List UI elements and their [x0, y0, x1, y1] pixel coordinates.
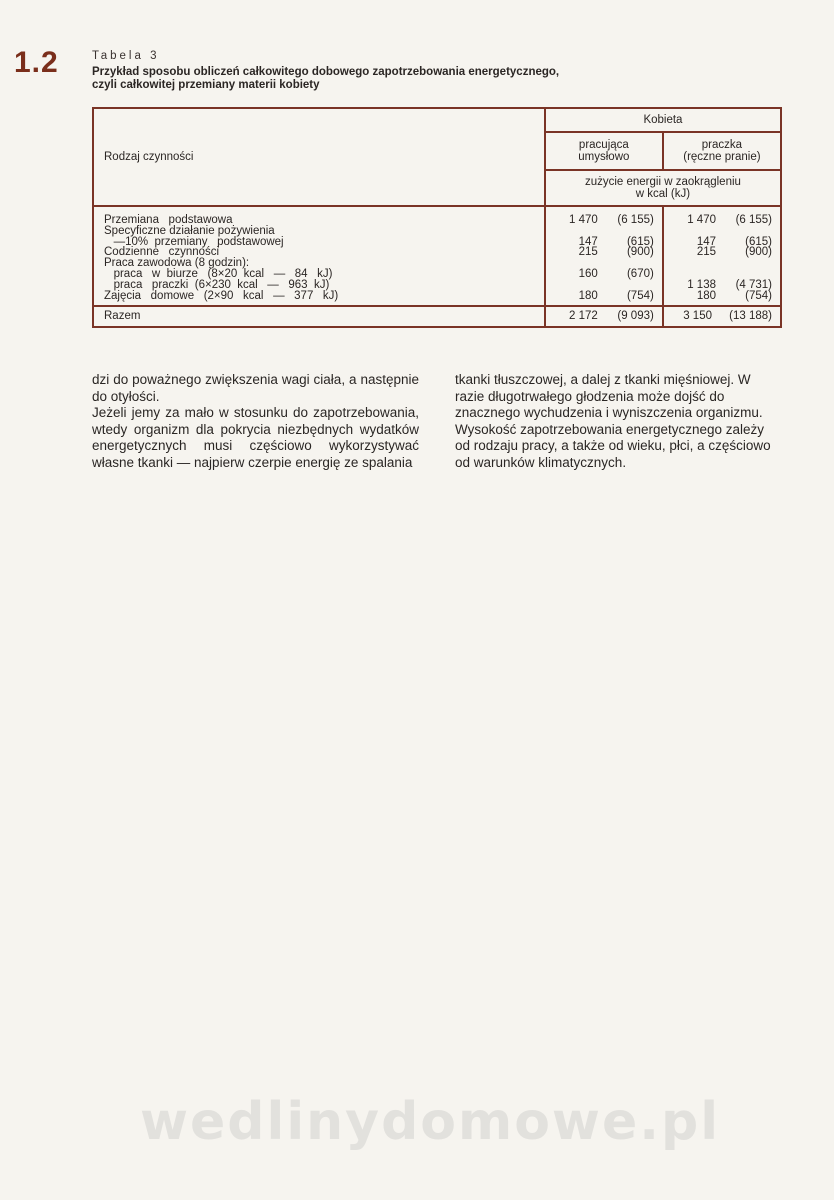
table-label: Tabela 3: [92, 50, 160, 62]
col2-value-row: [664, 268, 772, 279]
activity-row: Codzienne czynności: [104, 246, 220, 259]
col2-value-row: [664, 257, 772, 268]
total-col2: [663, 306, 781, 327]
activity-row: Zajęcia domowe (2×90 kcal — 377 kJ): [104, 289, 339, 302]
activity-row: praca w biurze (8×20 kcal — 84 kJ): [104, 267, 333, 280]
table-title-line-2: czyli całkowitej przemiany materii kobiety: [92, 79, 320, 91]
col2-kj: [716, 268, 772, 279]
left-paragraph-1: dzi do poważnego zwiększenia wagi ciała, a następnie do otyłości.: [92, 372, 419, 404]
right-column: [455, 372, 782, 472]
activity-row: Przemiana podstawowa: [104, 214, 233, 226]
col1-kj: (670): [626, 267, 654, 280]
col2-kcal: [682, 257, 716, 268]
activity-row: Praca zawodowa (8 godzin):: [104, 257, 250, 270]
col2-kcal: 147: [696, 235, 716, 248]
col2-header-line-1: praczka: [701, 138, 743, 151]
col2-kj: [716, 225, 772, 236]
right-paragraph-2: Wysokość zapotrzebowania energetycznego zależy od rodzaju pracy, a także od wieku, płci, a częściowo od warunków klimatycznych.: [455, 421, 771, 470]
col2-kj: (6 155): [735, 214, 772, 226]
col1-value-row: [546, 214, 654, 225]
col1-values: [545, 206, 663, 306]
group-header: Kobieta: [545, 108, 781, 132]
col2-value-row: [664, 236, 772, 247]
col1-kcal: 147: [578, 235, 598, 248]
col2-kcal: 1 138: [687, 278, 716, 291]
col2-kcal: 215: [696, 246, 716, 259]
col2-value-row: [664, 214, 772, 225]
total-col2-kj: (13 188): [729, 310, 772, 323]
col1-value-row: [546, 225, 654, 236]
col2-kj: (754): [745, 289, 772, 302]
col1-value-row: [546, 279, 654, 290]
body-text: [92, 372, 782, 472]
col1-kcal: [564, 279, 598, 290]
col1-header-line-1: pracująca: [578, 138, 629, 151]
col1-value-row: [546, 290, 654, 301]
activity-row: praca praczki (6×230 kcal — 963 kJ): [104, 278, 330, 291]
energy-table: [92, 107, 782, 328]
total-col2-kcal: 3 150: [683, 310, 712, 323]
total-col1-kj: (9 093): [617, 310, 654, 323]
col1-kj: (6 155): [617, 214, 654, 226]
col2-value-row: [664, 290, 772, 301]
col1-header: [545, 132, 663, 170]
total-col1-kcal: 2 172: [569, 310, 598, 323]
col1-kcal: [564, 257, 598, 268]
unit-header: [545, 170, 781, 206]
col2-values: [663, 206, 781, 306]
col1-value-row: [546, 268, 654, 279]
col1-value-row: [546, 236, 654, 247]
col1-kj: (615): [626, 235, 654, 248]
col2-kcal: [682, 268, 716, 279]
right-paragraph-1: tkanki tłuszczowej, a dalej z tkanki mięśniowej. W razie długotrwałego głodzenia może dojść do znacznego wychudzenia i wyniszczenia organizmu.: [455, 372, 763, 421]
col2-value-row: [664, 279, 772, 290]
col2-value-row: [664, 246, 772, 257]
col1-kj: (900): [626, 246, 654, 259]
col2-kj: (900): [745, 246, 772, 259]
total-label: Razem: [93, 306, 545, 327]
col2-header-line-2: (ręczne pranie): [683, 151, 761, 163]
col1-kcal: 180: [578, 289, 598, 302]
table-title-line-1: Przykład sposobu obliczeń całkowitego dobowego zapotrzebowania energetycznego,: [92, 66, 560, 78]
left-column: [92, 372, 419, 472]
total-col1: [545, 306, 663, 327]
col2-value-row: [664, 225, 772, 236]
activity-list: [93, 206, 545, 306]
activity-header: Rodzaj czynności: [93, 108, 545, 206]
col1-kj: (754): [626, 289, 654, 302]
col1-kcal: 1 470: [569, 214, 598, 226]
col2-kcal: 180: [696, 289, 716, 302]
col1-kcal: [564, 225, 598, 236]
section-number: 1.2: [14, 46, 59, 79]
col2-kcal: 1 470: [687, 214, 716, 226]
activity-row: Specyficzne działanie pożywienia: [104, 224, 275, 237]
col1-kj: [598, 279, 654, 290]
col1-value-row: [546, 246, 654, 257]
watermark: wedlinydomowe.pl: [139, 1092, 721, 1152]
col2-kj: (615): [745, 235, 772, 248]
unit-header-line-1: zużycie energii w zaokrągleniu: [584, 175, 741, 188]
col2-kj: [716, 257, 772, 268]
col2-kj: (4 731): [735, 278, 772, 291]
col2-kcal: [682, 225, 716, 236]
activity-row: —10% przemiany podstawowej: [104, 235, 284, 248]
col1-header-line-2: umysłowo: [578, 151, 630, 163]
col1-kcal: 160: [578, 267, 598, 280]
col1-kcal: 215: [578, 246, 598, 259]
unit-header-line-2: w kcal (kJ): [635, 188, 691, 200]
col1-kj: [598, 257, 654, 268]
col1-value-row: [546, 257, 654, 268]
col1-kj: [598, 225, 654, 236]
table-caption: [92, 50, 772, 92]
col2-header: [663, 132, 781, 170]
left-paragraph-2: Jeżeli jemy za mało w stosunku do zapotrzebowania, wtedy organizm dla pokrycia niezbędnych wydatków energetycznych musi częściowo wykorzystywać własne tkanki — najpierw czerpie energię ze spalania: [92, 405, 419, 470]
